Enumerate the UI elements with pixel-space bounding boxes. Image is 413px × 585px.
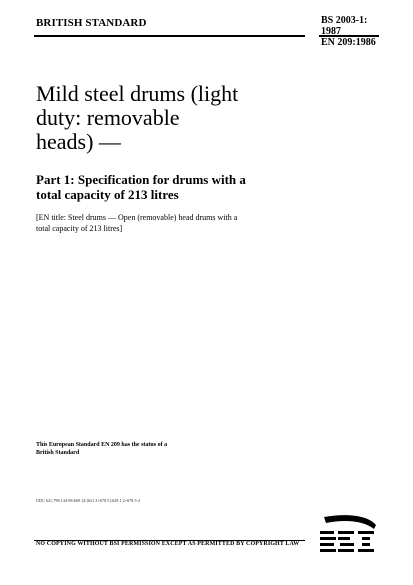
document-title: [36, 82, 306, 154]
status-line: This European Standard EN 209 has the status of a: [36, 442, 168, 448]
part-subtitle: [36, 172, 306, 202]
status-line: British Standard: [36, 450, 80, 456]
en-title-line: [EN title: Steel drums — Open (removable) head drums with a: [36, 213, 238, 222]
bsi-logo-icon: [318, 513, 378, 561]
title-line: Mild steel drums (light: [36, 81, 239, 106]
title-line: heads) —: [36, 129, 121, 154]
publisher-label: BRITISH STANDARD: [36, 17, 147, 29]
part-line: total capacity of 213 litres: [36, 187, 179, 202]
standard-id-line: EN 209:1986: [321, 37, 376, 48]
standard-id-line: 1987: [321, 26, 341, 37]
en-title-note: [36, 212, 314, 234]
copyright-notice: NO COPYING WITHOUT BSI PERMISSION EXCEPT AS PERMITTED BY COPYRIGHT LAW: [36, 541, 300, 547]
title-line: duty: removable: [36, 105, 180, 130]
standard-id-line: BS 2003-1:: [321, 15, 368, 26]
header-rule: [34, 35, 305, 37]
udc-code: UDC 621.798.144-98:669.14:[621.3+678.5]:629.1.2+678.5-2: [36, 498, 141, 503]
en-title-line: total capacity of 213 litres]: [36, 224, 123, 233]
part-line: Part 1: Specification for drums with a: [36, 172, 246, 187]
status-note: [36, 441, 236, 457]
standard-identifier: [321, 15, 376, 48]
